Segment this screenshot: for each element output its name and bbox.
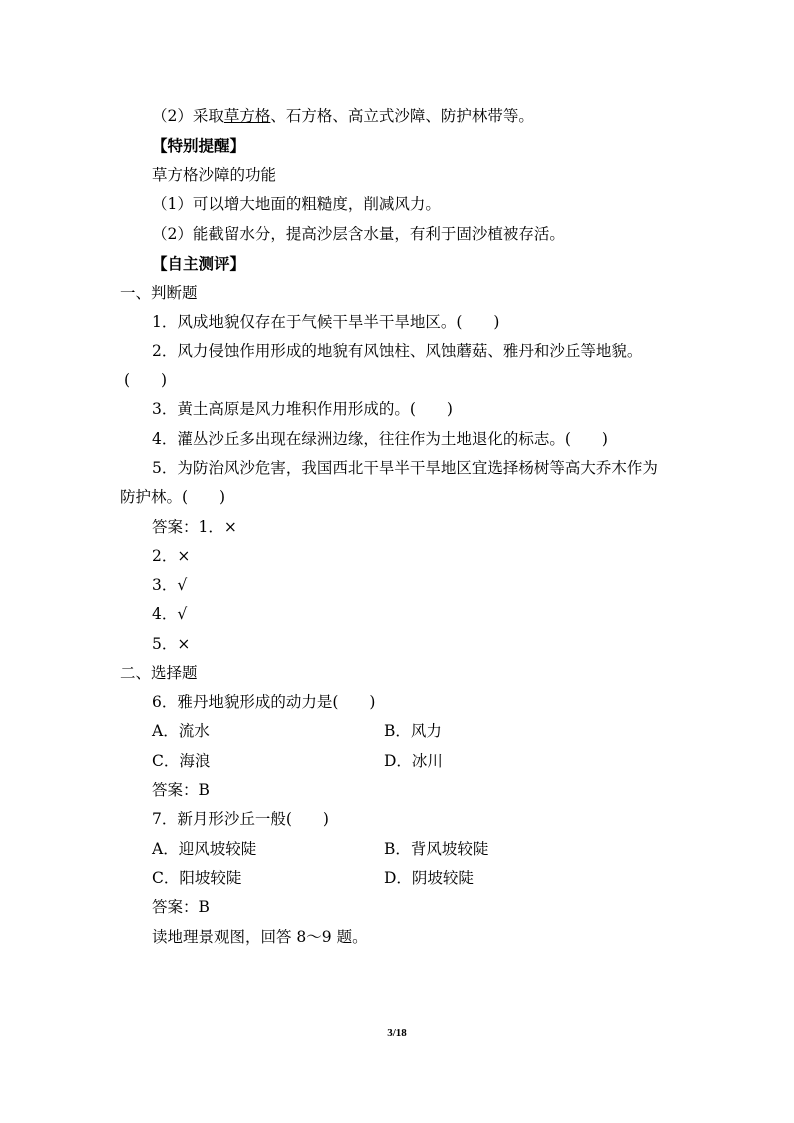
- question-5-line-2: 防护林。( ): [120, 488, 226, 506]
- question-7-answer: 答案：B: [152, 898, 210, 916]
- measure-text-rest: 、石方格、高立式沙障、防护林带等。: [270, 107, 534, 125]
- answer-2: 2．×: [152, 547, 191, 565]
- question-6-option-a: A．流水: [152, 722, 210, 740]
- tip-title: 草方格沙障的功能: [152, 166, 277, 184]
- question-4: 4．灌丛沙丘多出现在绿洲边缘，往往作为土地退化的标志。( ): [152, 430, 608, 448]
- question-2-line-2: ( ): [124, 371, 168, 389]
- question-6: 6．雅丹地貌形成的动力是( ): [152, 693, 376, 711]
- question-7-option-c: C．阳坡较陡: [152, 869, 242, 887]
- measure-line: [152, 106, 534, 126]
- question-1: 1．风成地貌仅存在于气候干旱半干旱地区。( ): [152, 313, 500, 331]
- section-heading-judgement: 一、判断题: [120, 284, 198, 302]
- tip-item-2: （2）能截留水分，提高沙层含水量，有利于固沙植被存活。: [152, 225, 565, 243]
- reading-prompt: 读地理景观图，回答 8～9 题。: [152, 928, 368, 946]
- question-6-option-d: D．冰川: [384, 752, 443, 770]
- question-7-option-b: B．背风坡较陡: [384, 840, 489, 858]
- tip-item-1: （1）可以增大地面的粗糙度，削减风力。: [152, 195, 441, 213]
- self-test-heading: 【自主测评】: [152, 254, 246, 273]
- question-7: 7．新月形沙丘一般( ): [152, 810, 329, 828]
- question-7-option-a: A．迎风坡较陡: [152, 840, 257, 858]
- page-number: 3/18: [387, 1027, 407, 1039]
- question-6-option-c: C．海浪: [152, 752, 211, 770]
- question-2-line-1: 2．风力侵蚀作用形成的地貌有风蚀柱、风蚀蘑菇、雅丹和沙丘等地貌。: [152, 342, 643, 360]
- answer-4: 4．√: [152, 605, 188, 623]
- question-5-line-1: 5．为防治风沙危害，我国西北干旱半干旱地区宜选择杨树等高大乔木作为: [152, 459, 658, 477]
- tip-heading: 【特别提醒】: [152, 136, 246, 155]
- answer-1: 答案：1．×: [152, 518, 237, 536]
- section-heading-choice: 二、选择题: [120, 664, 198, 682]
- question-6-option-b: B．风力: [384, 722, 442, 740]
- underlined-term: 草方格: [223, 107, 271, 125]
- question-6-answer: 答案：B: [152, 781, 210, 799]
- question-3: 3．黄土高原是风力堆积作用形成的。( ): [152, 400, 453, 418]
- measure-text: （2）采取: [152, 107, 224, 125]
- answer-3: 3．√: [152, 576, 188, 594]
- question-7-option-d: D．阴坡较陡: [384, 869, 474, 887]
- answer-5: 5．×: [152, 635, 191, 653]
